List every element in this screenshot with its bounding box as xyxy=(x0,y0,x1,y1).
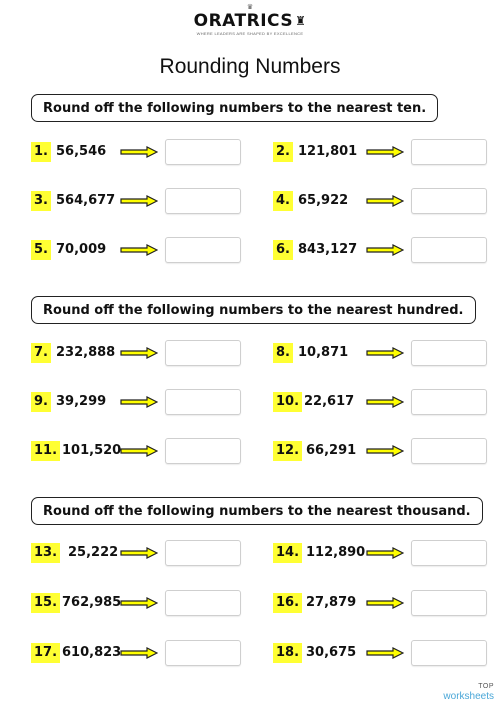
arrow-right-icon xyxy=(120,445,158,457)
question-number: 14. xyxy=(273,543,302,563)
arrow-right-icon xyxy=(120,195,158,207)
question-number: 1. xyxy=(31,142,51,162)
instruction-nearest-ten: Round off the following numbers to the nearest ten. xyxy=(31,94,438,122)
question-value: 101,520 xyxy=(62,443,122,458)
question-number: 17. xyxy=(31,643,60,663)
footer-worksheets-text: worksheets xyxy=(443,691,494,702)
question-value: 66,291 xyxy=(306,443,357,458)
answer-box-12[interactable] xyxy=(411,438,487,464)
brand-name: ORATRICS xyxy=(193,11,294,31)
question-number: 15. xyxy=(31,593,60,613)
question-number: 12. xyxy=(273,441,302,461)
arrow-right-icon xyxy=(120,597,158,609)
question-value: 56,546 xyxy=(56,144,107,159)
footer-top-text: TOP xyxy=(478,683,494,690)
question-number: 4. xyxy=(273,191,293,211)
arrow-right-icon xyxy=(366,597,404,609)
instruction-nearest-thousand: Round off the following numbers to the nearest thousand. xyxy=(31,497,483,525)
crown-icon: ♛ xyxy=(246,4,254,11)
question-value: 65,922 xyxy=(298,193,349,208)
arrow-right-icon xyxy=(120,347,158,359)
question-value: 27,879 xyxy=(306,595,357,610)
question-number: 8. xyxy=(273,343,293,363)
answer-box-15[interactable] xyxy=(165,590,241,616)
brand-logo xyxy=(0,4,500,36)
answer-box-4[interactable] xyxy=(411,188,487,214)
brand-tagline: WHERE LEADERS ARE SHAPED BY EXCELLENCE xyxy=(196,31,304,36)
answer-box-6[interactable] xyxy=(411,237,487,263)
arrow-right-icon xyxy=(366,547,404,559)
answer-box-5[interactable] xyxy=(165,237,241,263)
arrow-right-icon xyxy=(120,146,158,158)
answer-box-2[interactable] xyxy=(411,139,487,165)
question-value: 70,009 xyxy=(56,242,107,257)
answer-box-18[interactable] xyxy=(411,640,487,666)
question-number: 6. xyxy=(273,240,293,260)
instruction-nearest-hundred: Round off the following numbers to the nearest hundred. xyxy=(31,296,476,324)
answer-box-13[interactable] xyxy=(165,540,241,566)
arrow-right-icon xyxy=(120,396,158,408)
answer-box-9[interactable] xyxy=(165,389,241,415)
person-icon: ♜ xyxy=(295,14,307,28)
question-value: 25,222 xyxy=(68,545,119,560)
question-value: 10,871 xyxy=(298,345,349,360)
answer-box-10[interactable] xyxy=(411,389,487,415)
question-number: 10. xyxy=(273,392,302,412)
question-number: 16. xyxy=(273,593,302,613)
answer-box-11[interactable] xyxy=(165,438,241,464)
arrow-right-icon xyxy=(366,195,404,207)
question-value: 121,801 xyxy=(298,144,358,159)
answer-box-14[interactable] xyxy=(411,540,487,566)
answer-box-1[interactable] xyxy=(165,139,241,165)
question-value: 762,985 xyxy=(62,595,122,610)
question-number: 9. xyxy=(31,392,51,412)
question-number: 5. xyxy=(31,240,51,260)
arrow-right-icon xyxy=(366,244,404,256)
question-value: 232,888 xyxy=(56,345,116,360)
question-value: 610,823 xyxy=(62,645,122,660)
question-value: 30,675 xyxy=(306,645,357,660)
answer-box-3[interactable] xyxy=(165,188,241,214)
arrow-right-icon xyxy=(120,244,158,256)
topworksheets-logo xyxy=(443,682,494,702)
question-number: 7. xyxy=(31,343,51,363)
arrow-right-icon xyxy=(366,647,404,659)
answer-box-8[interactable] xyxy=(411,340,487,366)
question-number: 13. xyxy=(31,543,60,563)
question-number: 11. xyxy=(31,441,60,461)
question-number: 18. xyxy=(273,643,302,663)
arrow-right-icon xyxy=(366,347,404,359)
question-value: 843,127 xyxy=(298,242,358,257)
question-number: 3. xyxy=(31,191,51,211)
question-value: 22,617 xyxy=(304,394,355,409)
arrow-right-icon xyxy=(366,146,404,158)
arrow-right-icon xyxy=(120,547,158,559)
arrow-right-icon xyxy=(366,445,404,457)
answer-box-16[interactable] xyxy=(411,590,487,616)
answer-box-7[interactable] xyxy=(165,340,241,366)
question-value: 112,890 xyxy=(306,545,366,560)
page-title: Rounding Numbers xyxy=(159,55,341,78)
arrow-right-icon xyxy=(120,647,158,659)
question-value: 39,299 xyxy=(56,394,107,409)
question-value: 564,677 xyxy=(56,193,116,208)
arrow-right-icon xyxy=(366,396,404,408)
answer-box-17[interactable] xyxy=(165,640,241,666)
question-number: 2. xyxy=(273,142,293,162)
